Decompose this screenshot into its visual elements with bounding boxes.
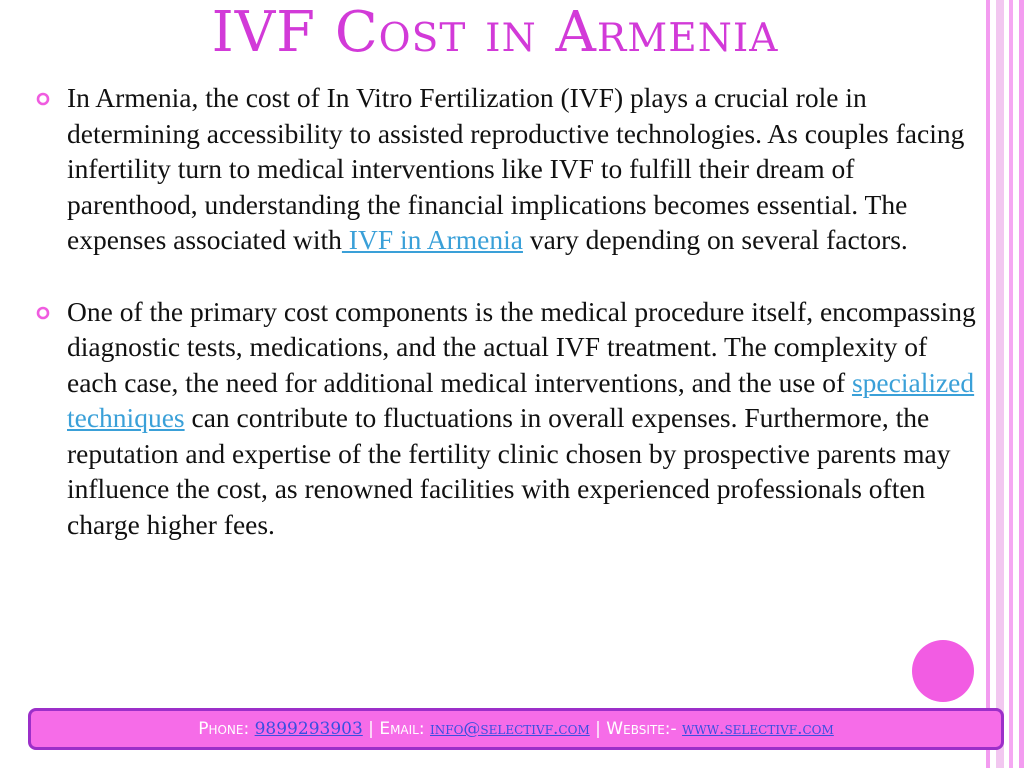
- ring-bullet-icon: [36, 306, 50, 320]
- bullet-paragraph: [36, 294, 982, 543]
- email-link[interactable]: info@selectivf.com: [430, 719, 590, 739]
- ivf-armenia-link[interactable]: IVF in Armenia: [341, 224, 523, 255]
- email-label: Email:: [379, 719, 430, 739]
- slide-body: [36, 80, 982, 542]
- contact-footer: [28, 708, 1004, 750]
- phone-label: Phone:: [198, 719, 255, 739]
- phone-link[interactable]: 9899293903: [254, 719, 363, 739]
- website-label: Website:-: [606, 719, 683, 739]
- paragraph-text: One of the primary cost components is the medical procedure itself, encompassing diagnostic tests, medications, and the actual IVF treatment. The complexity of each case, the need for additional medical interventions, and the use of: [67, 295, 976, 398]
- bullet-paragraph: [36, 80, 982, 258]
- ring-bullet-icon: [36, 92, 50, 106]
- paragraph-text: In Armenia, the cost of In Vitro Fertilization (IVF) plays a crucial role in determining accessibility to assisted reproductive technologies. As couples facing infertility turn to medical interventions like IVF to fulfill their dream of parenthood, understanding the financial implications becomes essential. The expenses associated with: [67, 82, 965, 255]
- paragraph-text: can contribute to fluctuations in overall expenses. Furthermore, the reputation and expertise of the fertility clinic chosen by prospective parents may influence the cost, as renowned facilities with experienced professionals often charge higher fees.: [67, 402, 951, 540]
- paragraph-text: vary depending on several factors.: [522, 224, 908, 255]
- decorative-circle: [912, 640, 974, 702]
- website-link[interactable]: www.selectivf.com: [682, 719, 834, 739]
- separator: |: [362, 719, 380, 739]
- decorative-stripes: [980, 0, 1024, 768]
- specialized-techniques-link[interactable]: specialized techniques: [67, 366, 975, 433]
- stripe: [996, 0, 1004, 768]
- stripe: [1019, 0, 1024, 768]
- slide-title: IVF Cost in Armenia: [211, 0, 779, 65]
- separator: |: [589, 719, 607, 739]
